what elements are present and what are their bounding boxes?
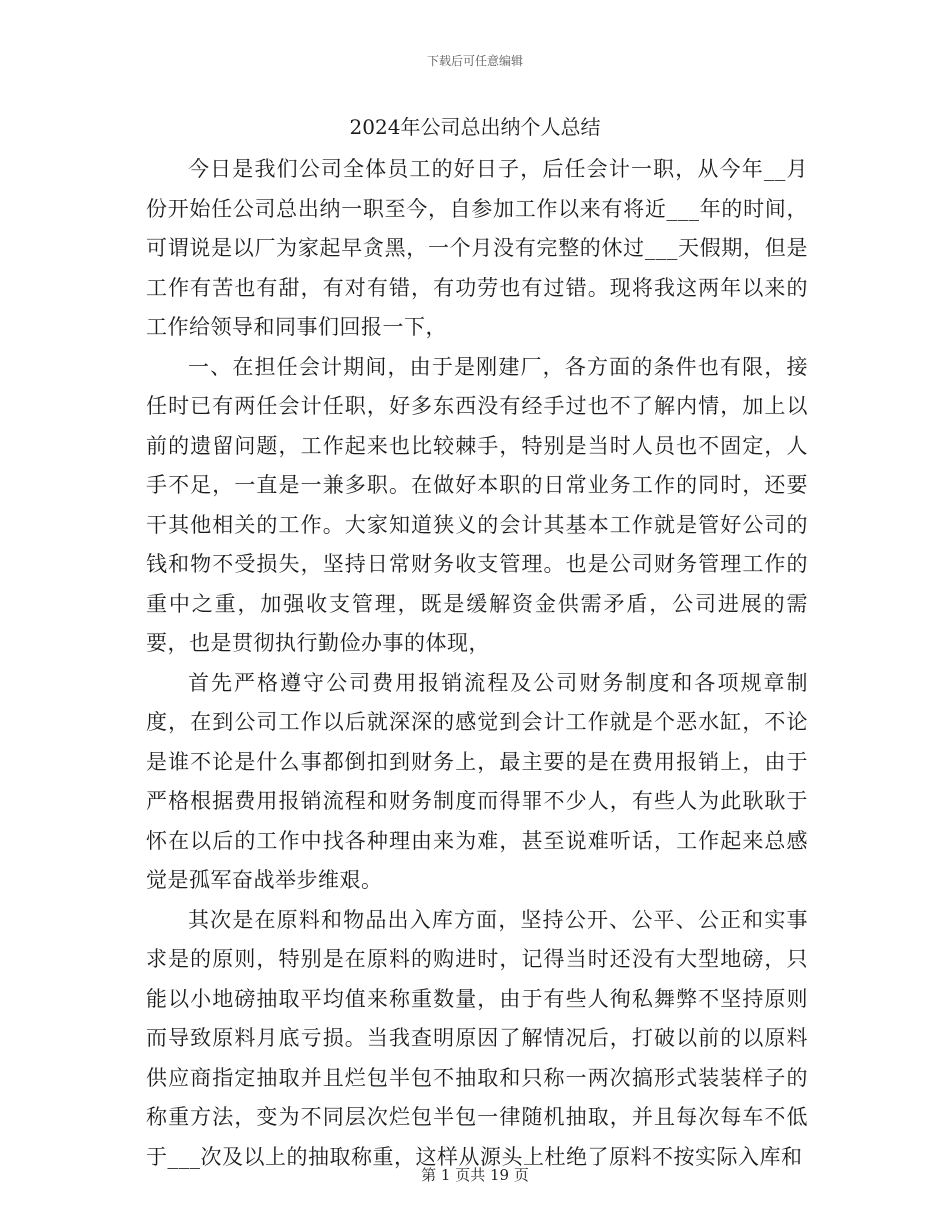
page-number: 第 1 页共 19 页: [421, 1166, 529, 1184]
header-note: 下载后可任意编辑: [426, 54, 523, 68]
document-title: 2024年公司总出纳个人总结: [349, 115, 601, 139]
paragraph-section-one: 一、在担任会计期间，由于是刚建厂，各方面的条件也有限，接任时已有两任会计任职，好多东西没有经手过也不了解内情，加上以前的遗留问题，工作起来也比较棘手，特别是当时人员也不固定，人手不足，一直是一兼多职。在做好本职的日常业务工作的同时，还要干其他相关的工作。大家知道狭义的会计其基本工作就是管好公司的钱和物不受损失，坚持日常财务收支管理。也是公司财务管理工作的重中之重，加强收支管理，既是缓解资金供需矛盾，公司进展的需要，也是贯彻执行勤俭办事的体现，: [146, 354, 808, 655]
paragraph-intro: 今日是我们公司全体员工的好日子，后任会计一职，从今年__月份开始任公司总出纳一职至今，自参加工作以来有将近___年的时间，可谓说是以厂为家起早贪黑，一个月没有完整的休过___天假期，但是工作有苦也有甜，有对有错，有功劳也有过错。现将我这两年以来的工作给领导和同事们回报一下，: [146, 157, 808, 339]
paragraph-second-point: 其次是在原料和物品出入库方面，坚持公开、公平、公正和实事求是的原则，特别是在原料的购进时，记得当时还没有大型地磅，只能以小地磅抽取平均值来称重数量，由于有些人徇私舞弊不坚持原则而导致原料月底亏损。当我查明原因了解情况后，打破以前的以原料供应商指定抽取并且烂包半包不抽取和只称一两次搞形式装装样子的称重方法，变为不同层次烂包半包一律随机抽取，并且每次每车不低于___次及以上的抽取称重，这样从源头上杜绝了原料不按实际入库和: [146, 907, 808, 1169]
document-body: [146, 150, 808, 1177]
paragraph-first-point: 首先严格遵守公司费用报销流程及公司财务制度和各项规章制度，在到公司工作以后就深深的感觉到会计工作就是个恶水缸，不论是谁不论是什么事都倒扣到财务上，最主要的是在费用报销上，由于严格根据费用报销流程和财务制度而得罪不少人，有些人为此耿耿于怀在以后的工作中找各种理由来为难，甚至说难听话，工作起来总感觉是孤军奋战举步维艰。: [146, 670, 808, 892]
